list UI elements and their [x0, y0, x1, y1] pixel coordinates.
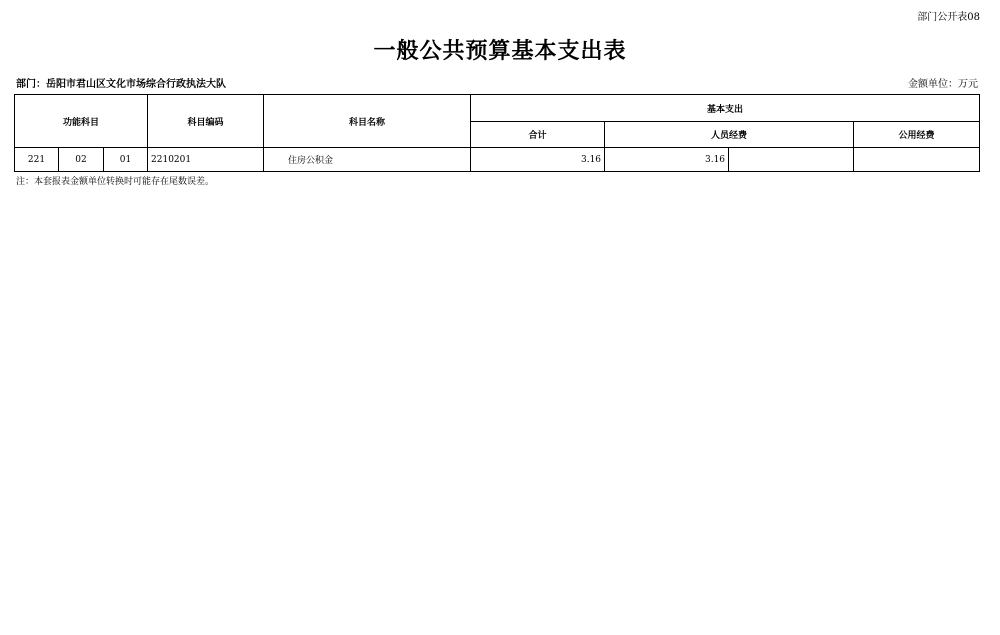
cell-item: 01: [104, 148, 148, 172]
cell-class: 221: [15, 148, 59, 172]
table-row: [15, 148, 980, 172]
department-label: 部门：岳阳市君山区文化市场综合行政执法大队: [16, 79, 226, 90]
header-function-subject: 功能科目: [15, 95, 148, 148]
cell-code: 2210201: [148, 148, 264, 172]
form-number: 部门公开表08: [917, 12, 980, 23]
amount-unit-label: 金额单位：万元: [908, 79, 978, 90]
cell-empty: [729, 148, 854, 172]
cell-total: 3.16: [471, 148, 605, 172]
header-total: 合计: [471, 122, 605, 148]
header-personnel: 人员经费: [605, 122, 854, 148]
cell-public-funds: [854, 148, 980, 172]
footnote: 注：本套报表金额单位转换时可能存在尾数误差。: [16, 177, 215, 187]
header-public-funds: 公用经费: [854, 122, 980, 148]
cell-section: 02: [59, 148, 104, 172]
header-subject-code: 科目编码: [148, 95, 264, 148]
header-basic-expenditure: 基本支出: [471, 95, 980, 122]
budget-table: [14, 94, 980, 172]
cell-personnel: 3.16: [605, 148, 729, 172]
cell-name: 住房公积金: [264, 148, 471, 172]
header-subject-name: 科目名称: [264, 95, 471, 148]
page-title: 一般公共预算基本支出表: [373, 38, 627, 64]
